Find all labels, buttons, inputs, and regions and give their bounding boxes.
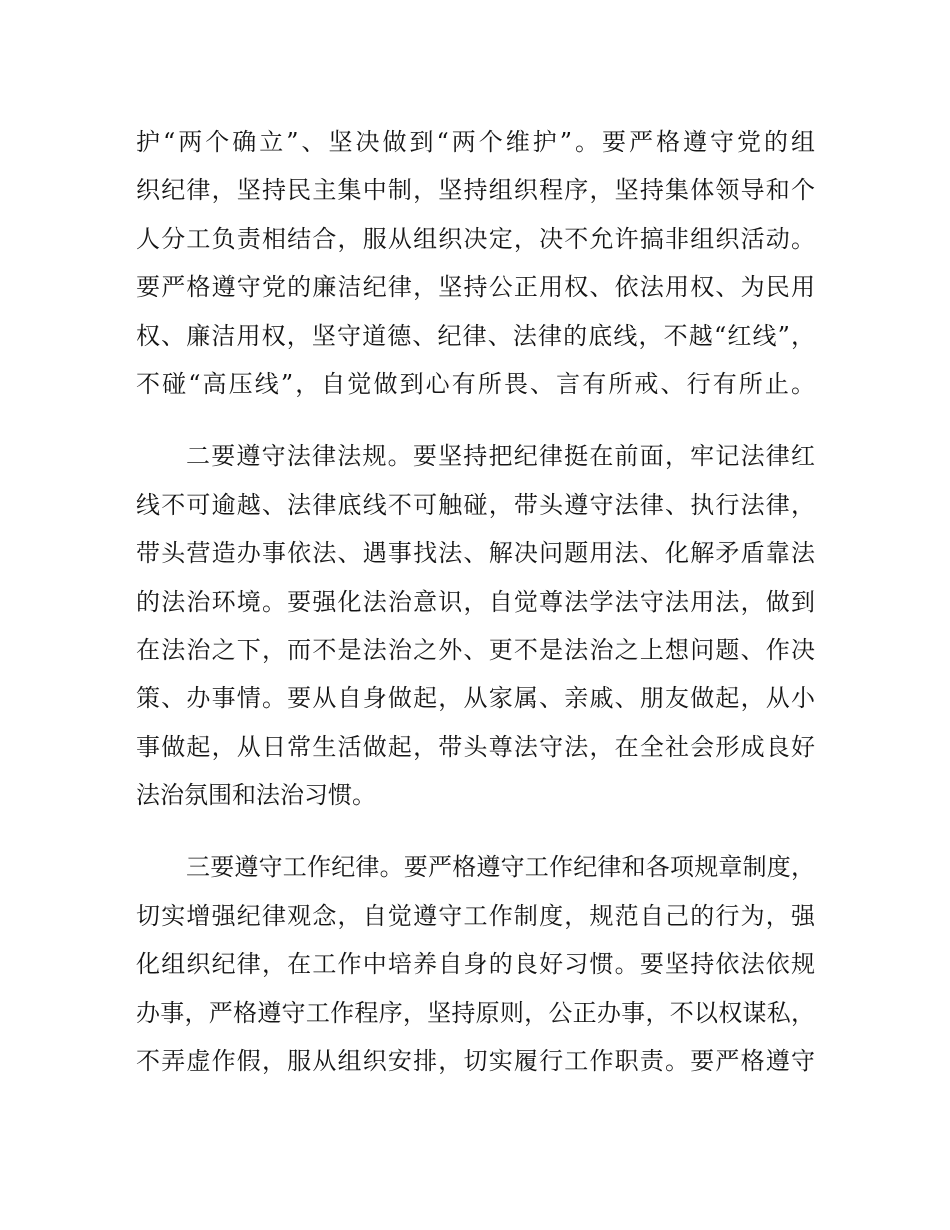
text-line: 线不可逾越、法律底线不可触碰，带头遵守法律、执行法律，	[136, 490, 815, 519]
paragraph-3	[136, 843, 815, 1085]
text-line: 在法治之下，而不是法治之外、更不是法治之上想问题、作决	[136, 635, 815, 664]
text-line: 办事，严格遵守工作程序，坚持原则，公正办事，不以权谋私，	[136, 998, 815, 1027]
text-block	[136, 118, 815, 1085]
text-line: 权、廉洁用权，坚守道德、纪律、法律的底线，不越“红线”，	[136, 321, 815, 350]
text-line: 织纪律，坚持民主集中制，坚持组织程序，坚持集体领导和个	[136, 176, 815, 205]
text-line: 二要遵守法律法规。要坚持把纪律挺在前面，牢记法律红	[186, 442, 815, 471]
text-line: 事做起，从日常生活做起，带头尊法守法，在全社会形成良好	[136, 732, 815, 761]
text-line: 化组织纪律，在工作中培养自身的良好习惯。要坚持依法依规	[136, 950, 815, 979]
text-line: 法治氛围和法治习惯。	[136, 781, 376, 810]
paragraph-1	[136, 118, 815, 408]
paragraph-2	[136, 432, 815, 819]
text-line: 三要遵守工作纪律。要严格遵守工作纪律和各项规章制度，	[186, 853, 815, 882]
text-line: 带头营造办事依法、遇事找法、解决问题用法、化解矛盾靠法	[136, 539, 815, 568]
text-line: 不碰“高压线”，自觉做到心有所畏、言有所戒、行有所止。	[136, 369, 815, 398]
text-line: 不弄虚作假，服从组织安排，切实履行工作职责。要严格遵守	[136, 1047, 815, 1076]
text-line: 要严格遵守党的廉洁纪律，坚持公正用权、依法用权、为民用	[136, 273, 815, 302]
text-line: 切实增强纪律观念，自觉遵守工作制度，规范自己的行为，强	[136, 901, 815, 930]
text-line: 的法治环境。要强化法治意识，自觉尊法学法守法用法，做到	[136, 587, 815, 616]
text-line: 护“两个确立”、坚决做到“两个维护”。要严格遵守党的组	[136, 128, 815, 156]
text-line: 策、办事情。要从自身做起，从家属、亲戚、朋友做起，从小	[136, 684, 815, 713]
text-line: 人分工负责相结合，服从组织决定，决不允许搞非组织活动。	[136, 224, 815, 253]
